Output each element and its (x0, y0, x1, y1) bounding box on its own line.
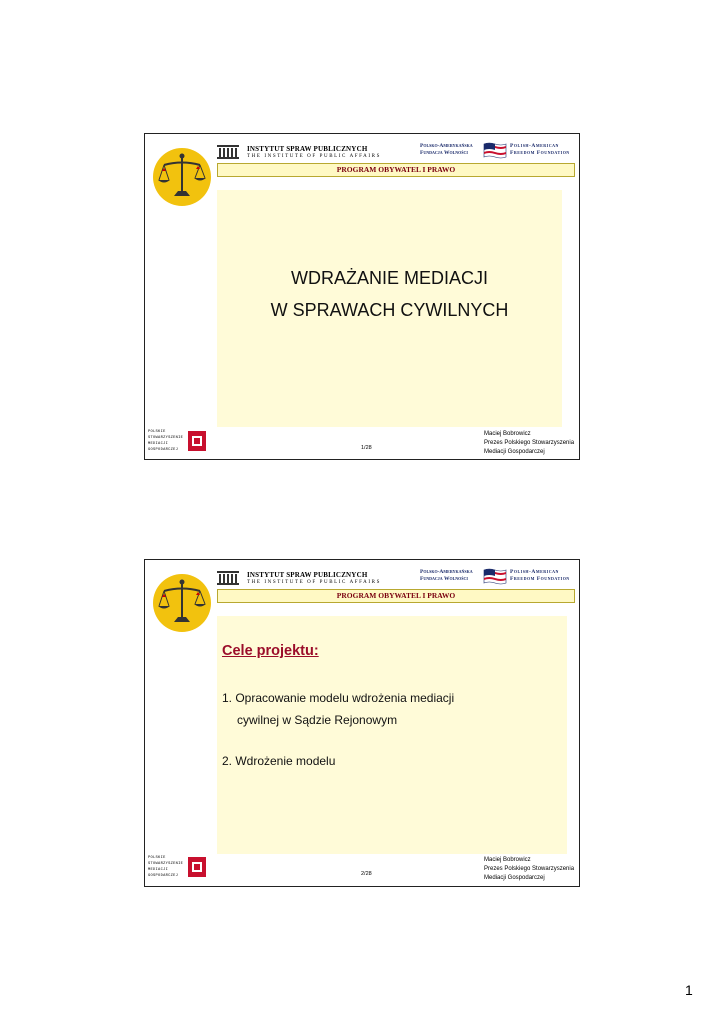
psmg-logo-line-4: GOSPODARCZEJ (148, 874, 179, 878)
pafe-line-2: Freedom Foundation (510, 576, 570, 582)
psmg-logo-mark (188, 431, 206, 451)
pafw-logo-text (420, 569, 473, 583)
institute-name-en: THE INSTITUTE OF PUBLIC AFFAIRS (247, 580, 381, 585)
pafw-line-1: Polsko-Amerykańska (420, 569, 473, 575)
program-bar: PROGRAM OBYWATEL I PRAWO (217, 589, 575, 603)
slide-page-number: 1/28 (361, 445, 372, 451)
scales-of-justice-logo (152, 573, 212, 633)
pafe-line-1: Polish-American (510, 569, 559, 575)
author-title-1: Prezes Polskiego Stowarzyszenia (484, 866, 575, 872)
flag-icon (483, 142, 507, 159)
slide-page-number: 2/28 (361, 871, 372, 877)
psmg-logo-line-4: GOSPODARCZEJ (148, 448, 179, 452)
institute-name-pl: INSTYTUT SPRAW PUBLICZNYCH (247, 571, 368, 579)
pafe-line-1: Polish-American (510, 143, 559, 149)
slide-1 (144, 133, 580, 460)
pafw-line-1: Polsko-Amerykańska (420, 143, 473, 149)
pafe-logo-text (510, 143, 570, 157)
pafw-logo-text (420, 143, 473, 157)
author-title-1: Prezes Polskiego Stowarzyszenia (484, 440, 575, 446)
psmg-logo-mark (188, 857, 206, 877)
pafe-line-2: Freedom Foundation (510, 150, 570, 156)
author-block (484, 856, 574, 883)
institute-name-pl: INSTYTUT SPRAW PUBLICZNYCH (247, 145, 368, 153)
goal-2: 2. Wdrożenie modelu (222, 754, 336, 768)
author-title-2: Mediacji Gospodarczej (484, 875, 545, 881)
slide-title-line-1: WDRAŻANIE MEDIACJI (290, 268, 488, 288)
goal-1-line-1: 1. Opracowanie modelu wdrożenia mediacji (222, 691, 455, 705)
psmg-logo-line-2: STOWARZYSZENIE (148, 436, 184, 440)
column-icon (217, 145, 239, 159)
program-bar: PROGRAM OBYWATEL I PRAWO (217, 163, 575, 177)
slide-content (217, 616, 567, 854)
pafw-line-2: Fundacja Wolności (420, 576, 468, 582)
psmg-logo-line-1: POLSKIE (148, 430, 166, 434)
document-page-number: 1 (685, 982, 693, 998)
slide-heading: Cele projektu: (222, 643, 319, 659)
slide-content (217, 190, 562, 427)
slide-title-line-2: W SPRAWACH CYWILNYCH (270, 300, 509, 320)
psmg-logo-line-3: MEDIACJI (148, 442, 169, 446)
institute-name-en: THE INSTITUTE OF PUBLIC AFFAIRS (247, 154, 381, 159)
scales-of-justice-logo (152, 147, 212, 207)
psmg-logo-line-1: POLSKIE (148, 856, 166, 860)
goal-1-line-2: cywilnej w Sądzie Rejonowym (237, 713, 398, 727)
flag-icon (483, 568, 507, 585)
column-icon (217, 571, 239, 585)
psmg-logo-line-2: STOWARZYSZENIE (148, 862, 184, 866)
psmg-logo (148, 430, 208, 456)
pafw-line-2: Fundacja Wolności (420, 150, 468, 156)
psmg-logo-line-3: MEDIACJI (148, 868, 169, 872)
author-block (484, 430, 574, 457)
author-name: Maciej Bobrowicz (484, 431, 531, 437)
author-title-2: Mediacji Gospodarczej (484, 449, 545, 455)
author-name: Maciej Bobrowicz (484, 857, 531, 863)
institute-logo (217, 571, 382, 587)
psmg-logo (148, 856, 208, 882)
pafe-logo-text (510, 569, 570, 583)
institute-logo (217, 145, 382, 161)
slide-2 (144, 559, 580, 887)
